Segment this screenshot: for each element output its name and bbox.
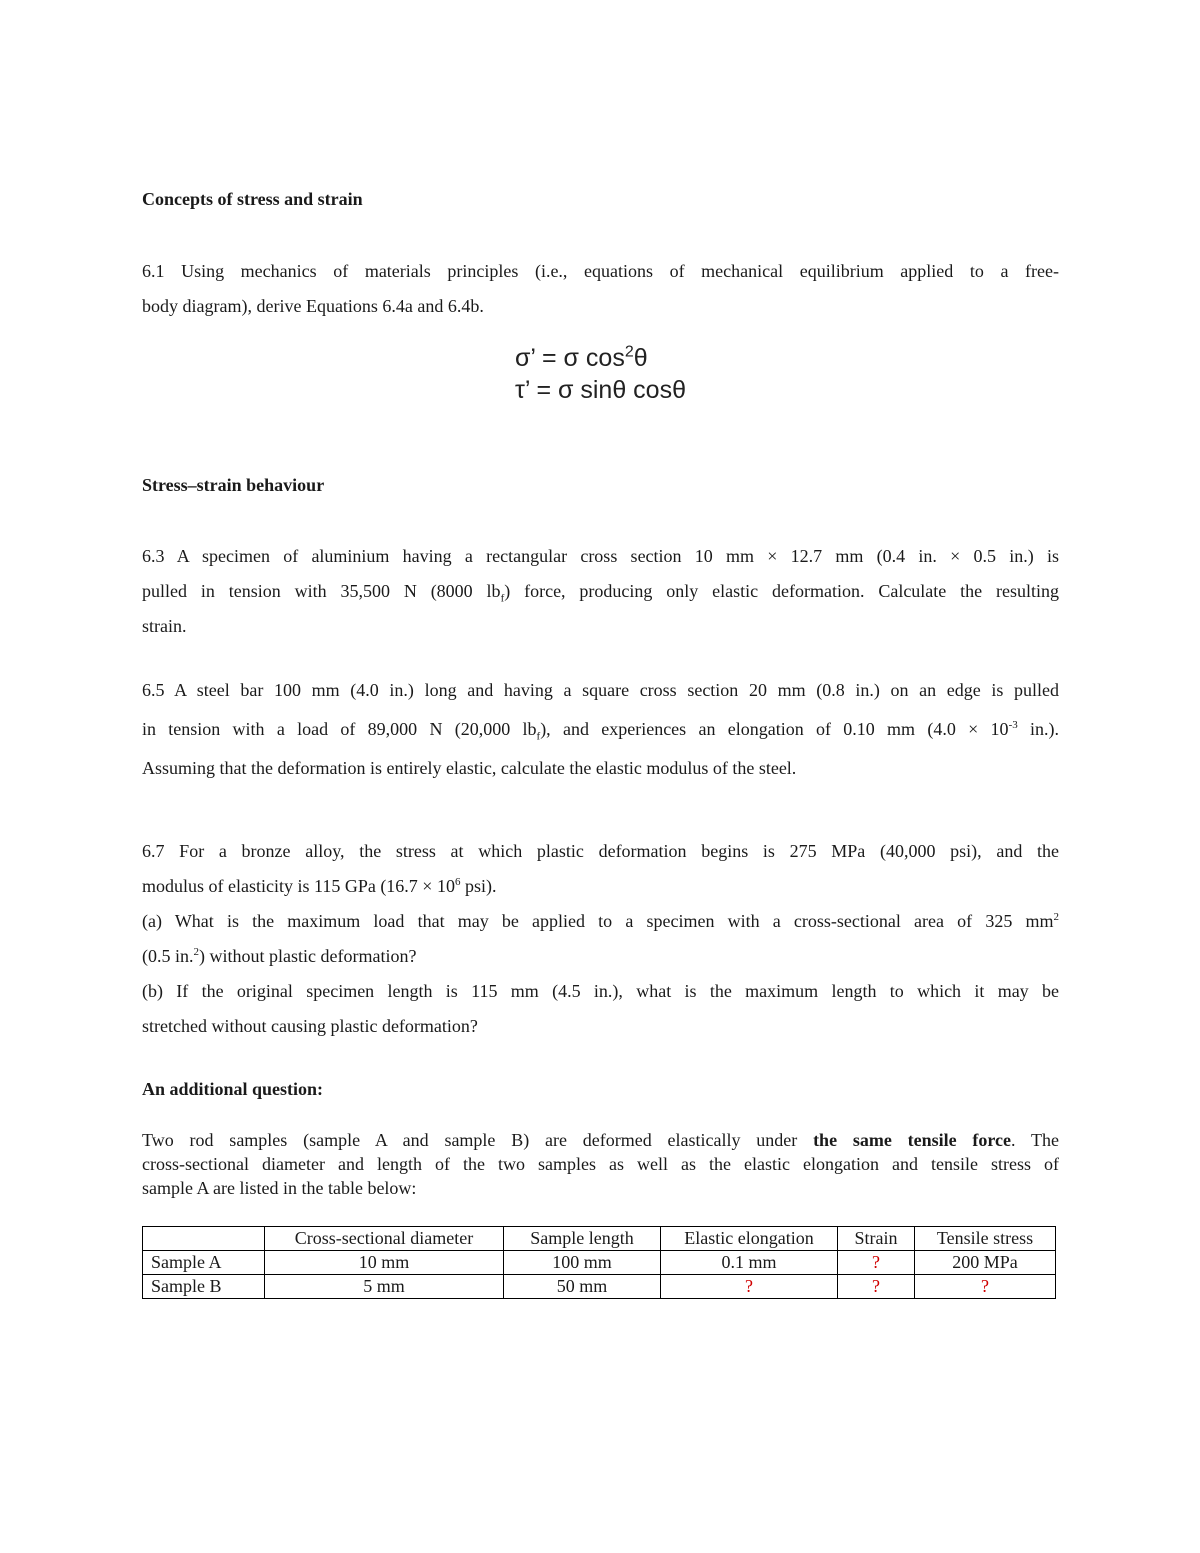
question-6-5-line-2-b: ), and experiences an elongation of 0.10 mm (4.0 × 10 (540, 719, 1009, 739)
equation-6-4b: τ’ = σ sinθ cosθ (515, 376, 686, 404)
question-6-7-part-b-line-2: stretched without causing plastic deformation? (142, 1016, 478, 1036)
additional-question-intro (142, 1128, 1059, 1200)
question-6-3-line-2 (142, 574, 1059, 609)
section-heading-additional: An additional question: (142, 1079, 324, 1099)
table-header-row (143, 1227, 1056, 1251)
question-6-5-line-3: Assuming that the deformation is entirely elastic, calculate the elastic modulus of the steel. (142, 758, 797, 778)
question-6-7-line-2 (142, 869, 1059, 904)
equation-6-4a (515, 342, 686, 374)
additional-intro-bold: the same tensile force (813, 1130, 1012, 1150)
table-cell: 10 mm (265, 1251, 504, 1275)
additional-intro-line-2: cross-sectional diameter and length of the two samples as well as the elastic elongation and tensile stress of (142, 1154, 1059, 1174)
table-header-cell: Cross-sectional diameter (265, 1227, 504, 1251)
question-6-7-superscript-3: 2 (193, 946, 199, 958)
section-heading-concepts: Concepts of stress and strain (142, 189, 363, 209)
question-6-7-part-a-text: (a) What is the maximum load that may be applied to a specimen with a cross-sectional area of 325 mm (142, 911, 1054, 931)
table-cell: 100 mm (504, 1251, 661, 1275)
section-heading-stress-strain: Stress–strain behaviour (142, 475, 325, 495)
question-6-5-line-2 (142, 710, 1059, 749)
equation-6-4a-exponent: 2 (624, 343, 634, 361)
table-cell-unknown: ? (838, 1275, 915, 1299)
question-6-7-line-2-a: modulus of elasticity is 115 GPa (16.7 × 10 (142, 876, 455, 896)
question-6-7-part-a-line-2-a: (0.5 in. (142, 946, 194, 966)
question-6-5 (142, 671, 1059, 788)
table-header-cell (143, 1227, 265, 1251)
equation-6-4a-right: θ (633, 344, 648, 372)
question-6-3 (142, 539, 1059, 644)
samples-table (142, 1226, 1056, 1299)
question-6-7-line-2-b: psi). (460, 876, 497, 896)
table-cell: Sample A (143, 1251, 265, 1275)
question-6-5-line-1: 6.5 A steel bar 100 mm (4.0 in.) long and having a square cross section 20 mm (0.8 in.) on an edge is pulled (142, 680, 1059, 700)
table-row (143, 1251, 1056, 1275)
table-cell: 5 mm (265, 1275, 504, 1299)
table-cell-unknown: ? (838, 1251, 915, 1275)
table-header-cell: Sample length (504, 1227, 661, 1251)
question-6-5-line-2-c: in.). (1017, 719, 1060, 739)
table-header-cell: Tensile stress (915, 1227, 1056, 1251)
question-6-7-part-a-line-2-b: ) without plastic deformation? (199, 946, 417, 966)
question-6-5-superscript: -3 (1008, 719, 1018, 731)
question-6-7-superscript-2: 2 (1053, 911, 1059, 923)
question-6-1 (142, 254, 1059, 324)
table-header-cell: Strain (838, 1227, 915, 1251)
question-6-7-part-a-line-1 (142, 904, 1059, 939)
table-header-cell: Elastic elongation (661, 1227, 838, 1251)
equations-block (515, 342, 686, 406)
question-6-7 (142, 834, 1059, 1044)
table-cell: 50 mm (504, 1275, 661, 1299)
question-6-5-subscript: f (536, 730, 541, 743)
question-6-3-line-2-b: ) force, producing only elastic deformation. Calculate the resulting (504, 581, 1060, 601)
additional-intro-line-1-a: Two rod samples (sample A and sample B) are deformed elastically under (142, 1130, 814, 1150)
additional-intro-line-1 (142, 1128, 1059, 1152)
table-cell: 200 MPa (915, 1251, 1056, 1275)
question-6-3-line-2-a: pulled in tension with 35,500 N (8000 lb (142, 581, 501, 601)
question-6-7-part-b-line-1: (b) If the original specimen length is 115 mm (4.5 in.), what is the maximum length to which it may be (142, 981, 1059, 1001)
question-6-7-line-1: 6.7 For a bronze alloy, the stress at which plastic deformation begins is 275 MPa (40,000 psi), and the (142, 841, 1059, 861)
question-6-3-line-1: 6.3 A specimen of aluminium having a rectangular cross section 10 mm × 12.7 mm (0.4 in. × 0.5 in.) is (142, 546, 1059, 566)
table-row (143, 1275, 1056, 1299)
question-6-3-line-3: strain. (142, 616, 187, 636)
additional-intro-line-3: sample A are listed in the table below: (142, 1178, 417, 1198)
table-cell-unknown: ? (661, 1275, 838, 1299)
table-cell: 0.1 mm (661, 1251, 838, 1275)
question-6-3-subscript: f (500, 592, 505, 605)
additional-intro-line-1-b: . The (1011, 1130, 1059, 1150)
question-6-7-superscript-1: 6 (454, 876, 461, 888)
table-cell: Sample B (143, 1275, 265, 1299)
table-cell-unknown: ? (915, 1275, 1056, 1299)
question-6-1-line-1: 6.1 Using mechanics of materials principles (i.e., equations of mechanical equilibrium applied to a free- (142, 261, 1059, 281)
question-6-1-line-2: body diagram), derive Equations 6.4a and 6.4b. (142, 296, 484, 316)
equation-6-4a-left: σ’ = σ cos (515, 344, 625, 372)
question-6-5-line-2-a: in tension with a load of 89,000 N (20,000 lb (142, 719, 537, 739)
question-6-7-part-a-line-2 (142, 939, 1059, 974)
